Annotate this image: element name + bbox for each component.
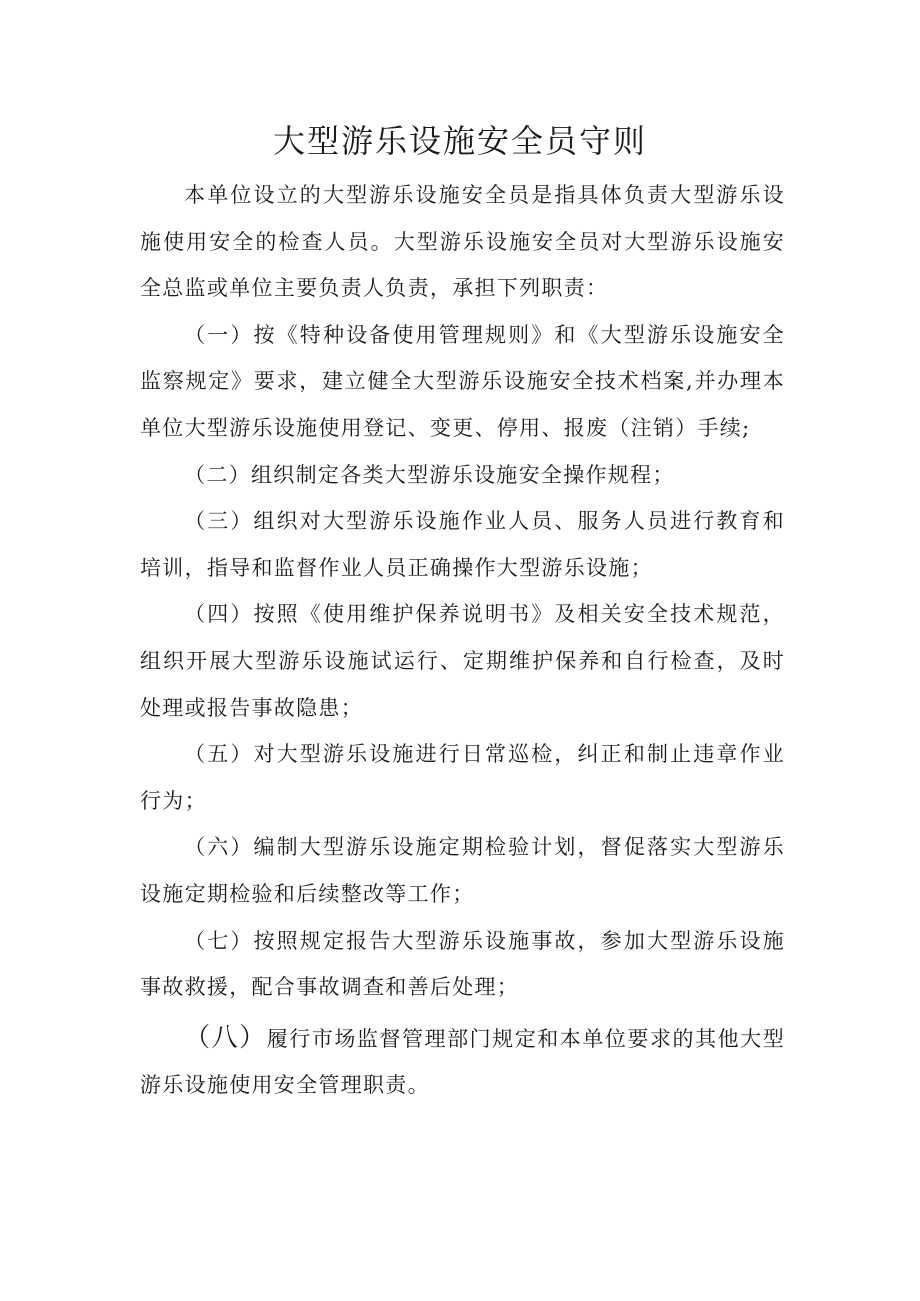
duty-item-7: （七）按照规定报告大型游乐设施事故，参加大型游乐设施事故救援，配合事故调查和善后处理； [140,928,785,1000]
duty-item-1: （一）按《特种设备使用管理规则》和《大型游乐设施安全监察规定》要求，建立健全大型游乐设施安全技术档案,并办理本单位大型游乐设施使用登记、变更、停用、报废（注销）手续; [140,322,785,440]
intro-paragraph: 本单位设立的大型游乐设施安全员是指具体负责大型游乐设施使用安全的检查人员。大型游乐设施安全员对大型游乐设施安全总监或单位主要负责人负责，承担下列职责： [140,183,785,301]
duty-item-4: （四）按照《使用维护保养说明书》及相关安全技术规范，组织开展大型游乐设施试运行、定期维护保养和自行检查，及时处理或报告事故隐患； [140,602,785,720]
document-title: 大型游乐设施安全员守则 [272,122,647,160]
duty-item-2: （二）组织制定各类大型游乐设施安全操作规程； [184,462,675,487]
duty-item-8-lead: （八） [184,1022,267,1053]
duty-item-3: （三）组织对大型游乐设施作业人员、服务人员进行教育和培训，指导和监督作业人员正确操作大型游乐设施； [140,509,785,580]
duty-item-5: （五）对大型游乐设施进行日常巡检，纠正和制止违章作业行为； [140,742,785,813]
duty-item-6: （六）编制大型游乐设施定期检验计划，督促落实大型游乐设施定期检验和后续整改等工作； [140,835,785,906]
duty-item-8-text: 履行市场监督管理部门规定和本单位要求的其他大型游乐设施使用安全管理职责。 [140,1026,785,1098]
duty-item-8 [140,1015,785,1109]
document-body [140,172,785,1109]
